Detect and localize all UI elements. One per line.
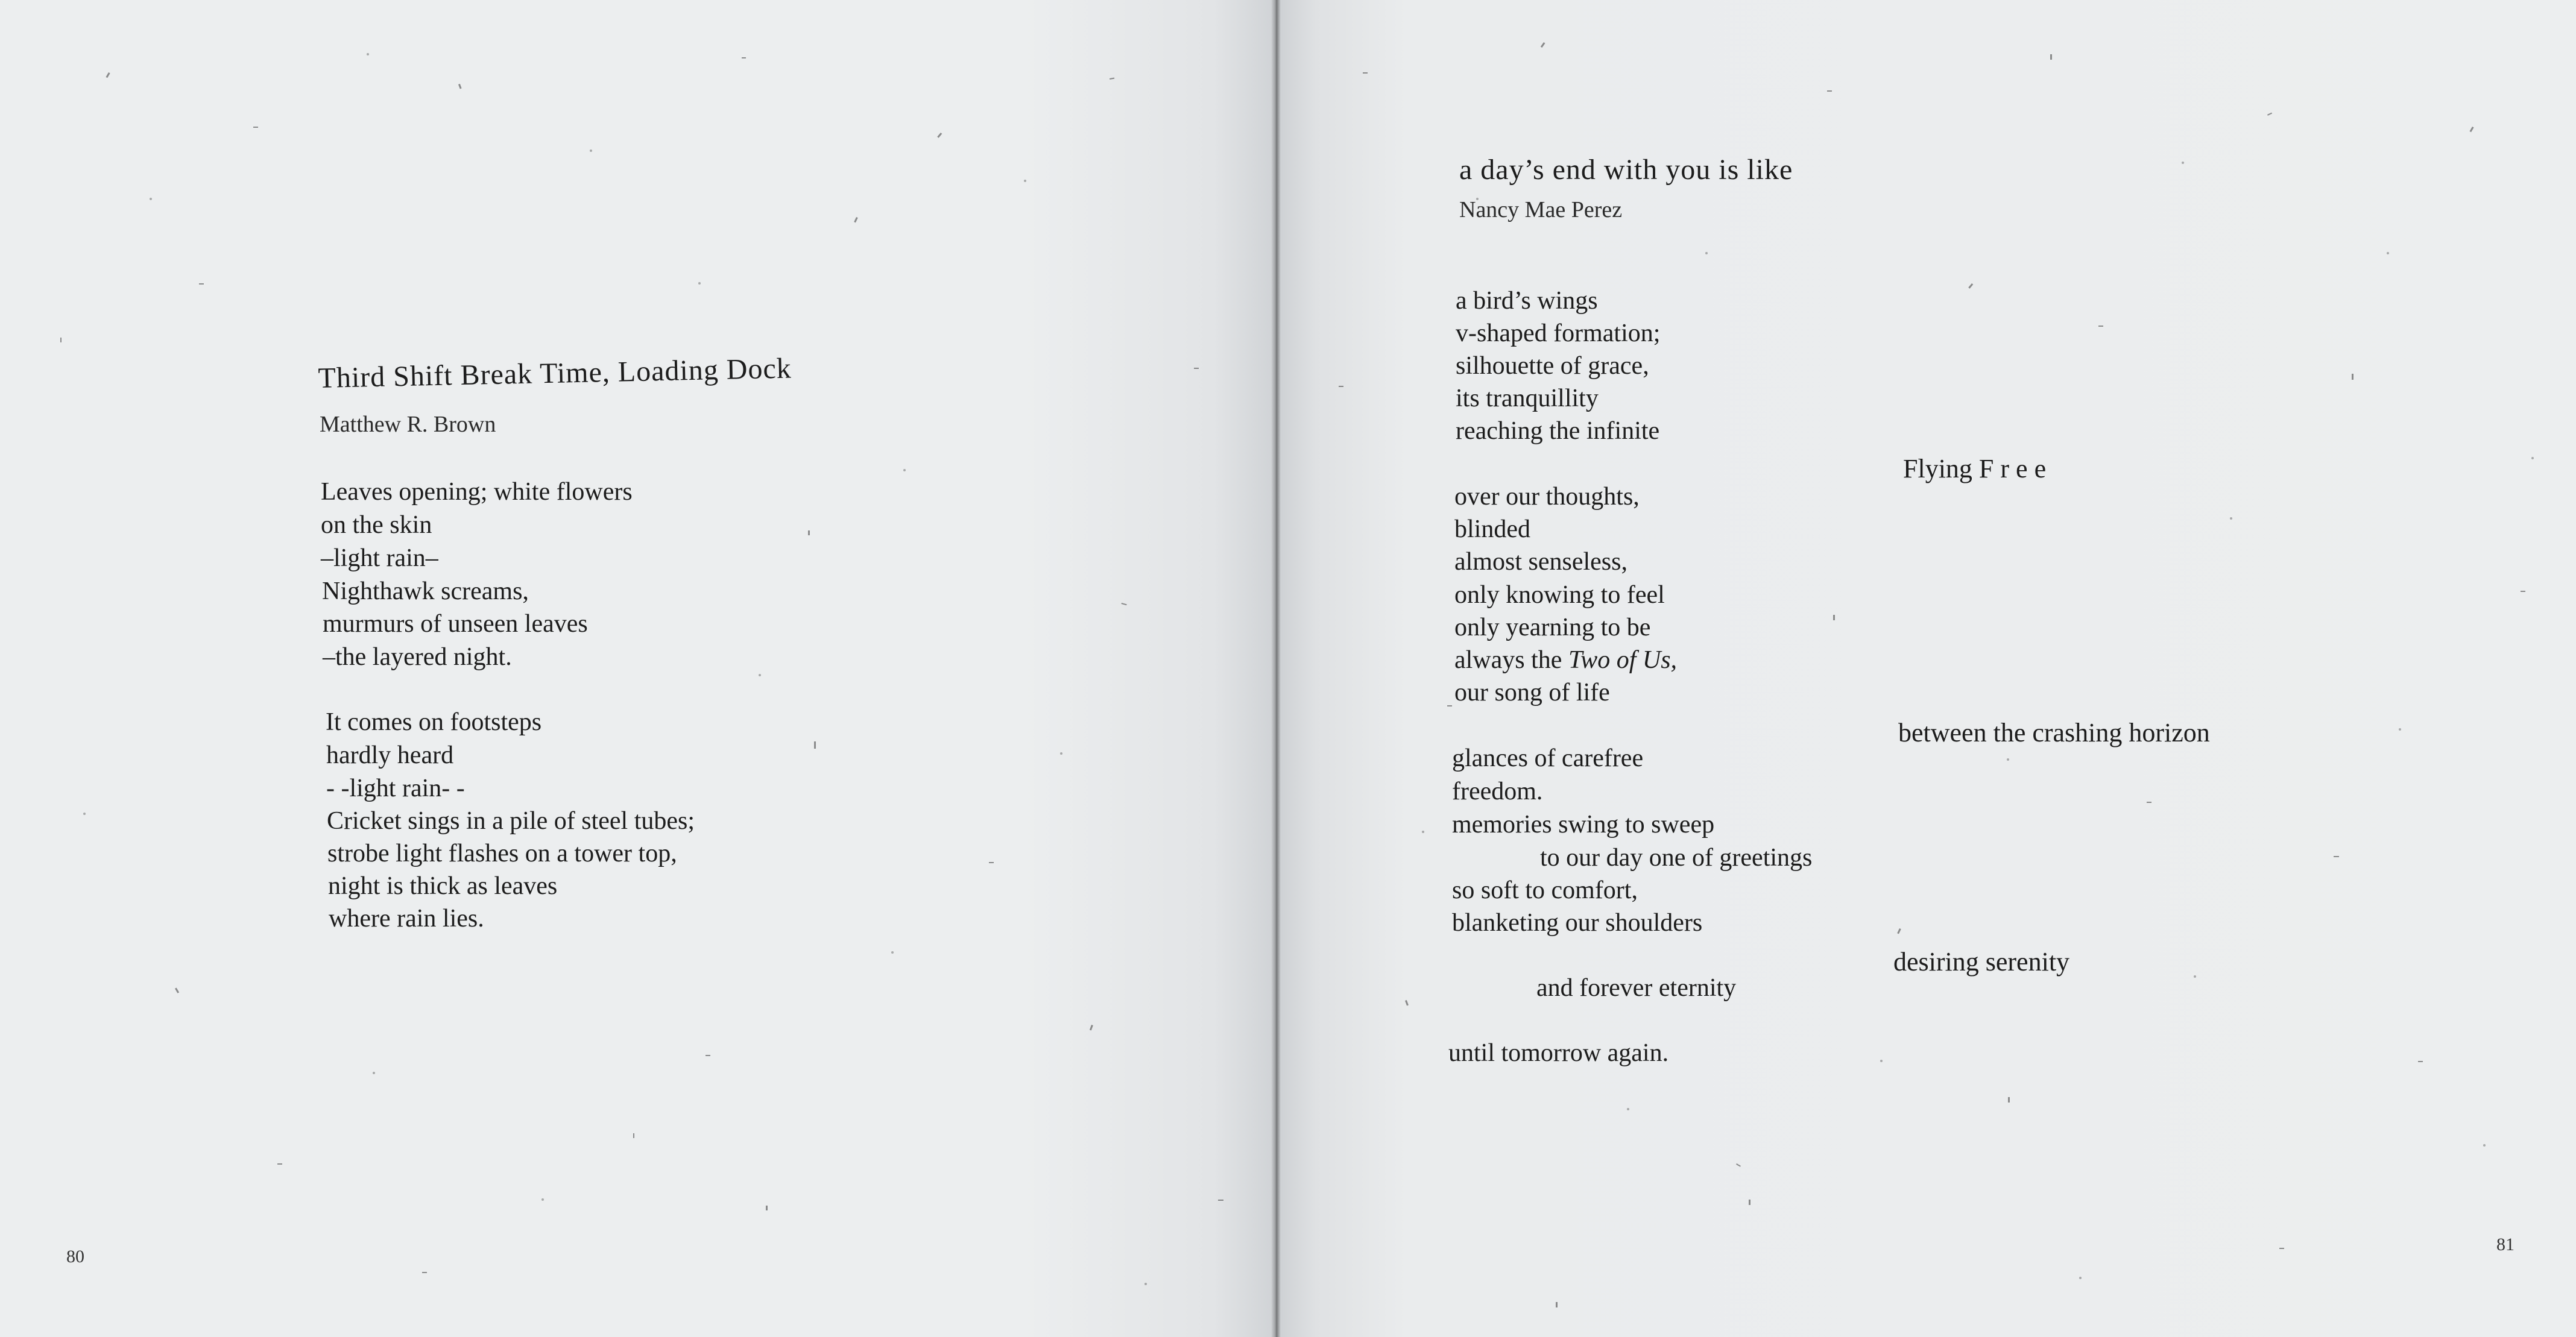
poem-line: so soft to comfort, [1452, 876, 1638, 904]
poem-line: night is thick as leaves [328, 872, 558, 900]
poem-line: almost senseless, [1454, 548, 1627, 576]
poem-author: Nancy Mae Perez [1459, 197, 1623, 222]
poem-line: murmurs of unseen leaves [323, 610, 588, 638]
poem-title: Third Shift Break Time, Loading Dock [318, 352, 792, 394]
poem-line: blanketing our shoulders [1452, 909, 1703, 937]
poem-line: Cricket sings in a pile of steel tubes; [327, 807, 695, 835]
poem-line: reaching the infinite [1456, 417, 1660, 445]
side-text: desiring serenity [1893, 947, 2070, 977]
poem-line: freedom. [1452, 778, 1543, 805]
poem-title: a day’s end with you is like [1459, 154, 1793, 186]
poem-line: memories swing to sweep [1452, 811, 1715, 838]
poem-line: our song of life [1454, 679, 1610, 706]
poem-line: on the skin [321, 511, 432, 539]
poem-line: and forever eternity [1536, 974, 1737, 1002]
poem-line-italic: Two of Us, [1568, 646, 1678, 674]
poem-line: –light rain– [321, 544, 438, 572]
side-text: Flying F r e e [1903, 454, 2047, 483]
poem-line: over our thoughts, [1454, 483, 1640, 511]
poem-line: glances of carefree [1452, 744, 1644, 772]
poem-line: –the layered night. [323, 643, 512, 671]
right-page [1277, 0, 2576, 1337]
poem-line: Leaves opening; white flowers [321, 478, 633, 506]
poem-line [1454, 647, 1677, 673]
poem-line: a bird’s wings [1456, 287, 1598, 315]
page-number: 81 [2496, 1235, 2514, 1254]
poem-author: Matthew R. Brown [320, 412, 496, 437]
poem-line: where rain lies. [329, 905, 484, 933]
side-text: between the crashing horizon [1898, 718, 2210, 747]
poem-line: until tomorrow again. [1448, 1039, 1669, 1067]
poem-line: blinded [1454, 515, 1530, 543]
poem-line: its tranquillity [1456, 385, 1599, 412]
poem-line: to our day one of greetings [1540, 844, 1813, 872]
poem-line: only yearning to be [1454, 614, 1651, 641]
poem-line: hardly heard [326, 741, 454, 769]
page-number: 80 [66, 1247, 84, 1266]
poem-line: v-shaped formation; [1456, 319, 1661, 347]
left-page [0, 0, 1277, 1337]
poem-line: strobe light flashes on a tower top, [327, 840, 677, 867]
poem-line-text: always the [1454, 646, 1568, 674]
book-gutter [1271, 0, 1281, 1337]
poem-line: Nighthawk screams, [322, 577, 529, 605]
poem-line: - -light rain- - [326, 775, 465, 802]
poem-line: only knowing to feel [1454, 581, 1665, 609]
poem-line: It comes on footsteps [326, 708, 542, 736]
poem-line: silhouette of grace, [1456, 352, 1649, 380]
